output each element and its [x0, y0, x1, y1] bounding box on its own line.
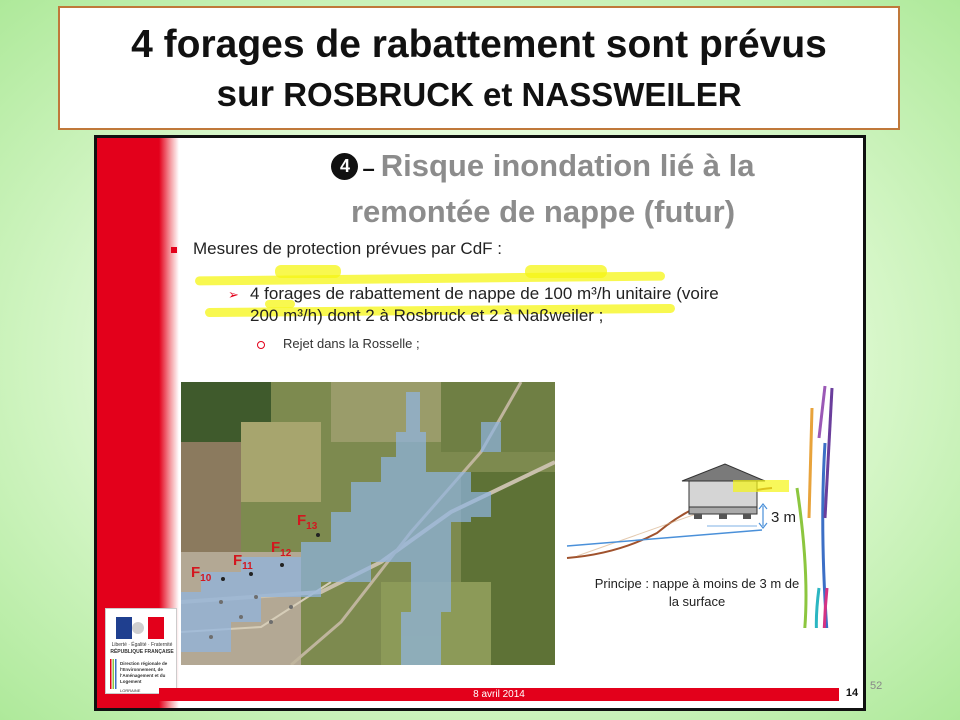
map-label-f11 — [233, 552, 253, 572]
map-label-f12-index: 12 — [280, 548, 292, 559]
logo-direction: Direction régionale de l'Environnement, de l'Aménagement et du Logement — [120, 661, 168, 684]
dreal-logo — [105, 608, 177, 694]
logo-republique: RÉPUBLIQUE FRANÇAISE — [110, 649, 174, 655]
map-label-f12-letter: F — [271, 539, 281, 556]
map-label-f13-letter: F — [297, 512, 307, 529]
slide-title — [283, 144, 803, 233]
diagram-caption — [567, 575, 827, 611]
aerial-map-graphic — [181, 382, 555, 665]
title-line-2-rest: ROSBRUCK et NASSWEILER — [283, 76, 742, 113]
bullet-square-icon — [171, 247, 177, 253]
map-label-f11-index: 11 — [242, 561, 253, 572]
bullet-2-text — [250, 283, 770, 327]
title-line-2 — [60, 70, 898, 119]
slide-title-line-1: Risque inondation lié à la — [380, 148, 755, 183]
page-number: 52 — [870, 680, 883, 692]
depth-label: 3 m — [771, 509, 797, 526]
bullet-3-text: Rejet dans la Rosselle ; — [283, 336, 420, 351]
map-label-f12 — [271, 539, 291, 559]
slide-title-dash: – — [362, 156, 375, 181]
slide-footer-date: 8 avril 2014 — [473, 689, 525, 700]
map-label-f11-letter: F — [233, 552, 243, 569]
slide-page-number: 14 — [845, 687, 859, 699]
title-line-1: 4 forages de rabattement sont prévus — [131, 23, 827, 66]
highlight-stroke — [525, 265, 607, 278]
slide-number-badge: 4 — [331, 153, 358, 180]
logo-motto: Liberté · Égalité · Fraternité — [111, 642, 173, 648]
slide-title-line-2: remontée de nappe (futur) — [350, 194, 736, 229]
highlight-stroke — [275, 265, 341, 278]
title-box — [58, 6, 900, 130]
caption-line-1: Principe : nappe à moins de 3 m de — [594, 576, 800, 591]
map-label-f13-index: 13 — [306, 521, 318, 532]
map-label-f10-letter: F — [191, 564, 201, 581]
bullet-1-text: Mesures de protection prévues par CdF : — [193, 239, 502, 258]
bullet-2-line-1: 4 forages de rabattement de nappe de 100 m³/h unitaire (voire — [250, 284, 719, 303]
logo-region: LORRAINE — [120, 688, 141, 693]
arrow-bullet-icon: ➢ — [228, 287, 239, 302]
circle-bullet-icon — [257, 341, 265, 349]
caption-line-2: la surface — [668, 594, 726, 609]
map-label-f13 — [297, 512, 317, 532]
map-label-f10 — [191, 564, 211, 584]
map-label-f10-index: 10 — [200, 573, 212, 584]
title-line-2-prefix: sur — [216, 73, 275, 114]
slide-image — [94, 135, 866, 711]
bullet-2-line-2: 200 m³/h) dont 2 à Rosbruck et 2 à Naßweiler ; — [250, 306, 604, 325]
aerial-map — [181, 382, 555, 665]
marianne-flag-icon — [116, 617, 164, 639]
logo-stripes-icon — [110, 659, 118, 689]
